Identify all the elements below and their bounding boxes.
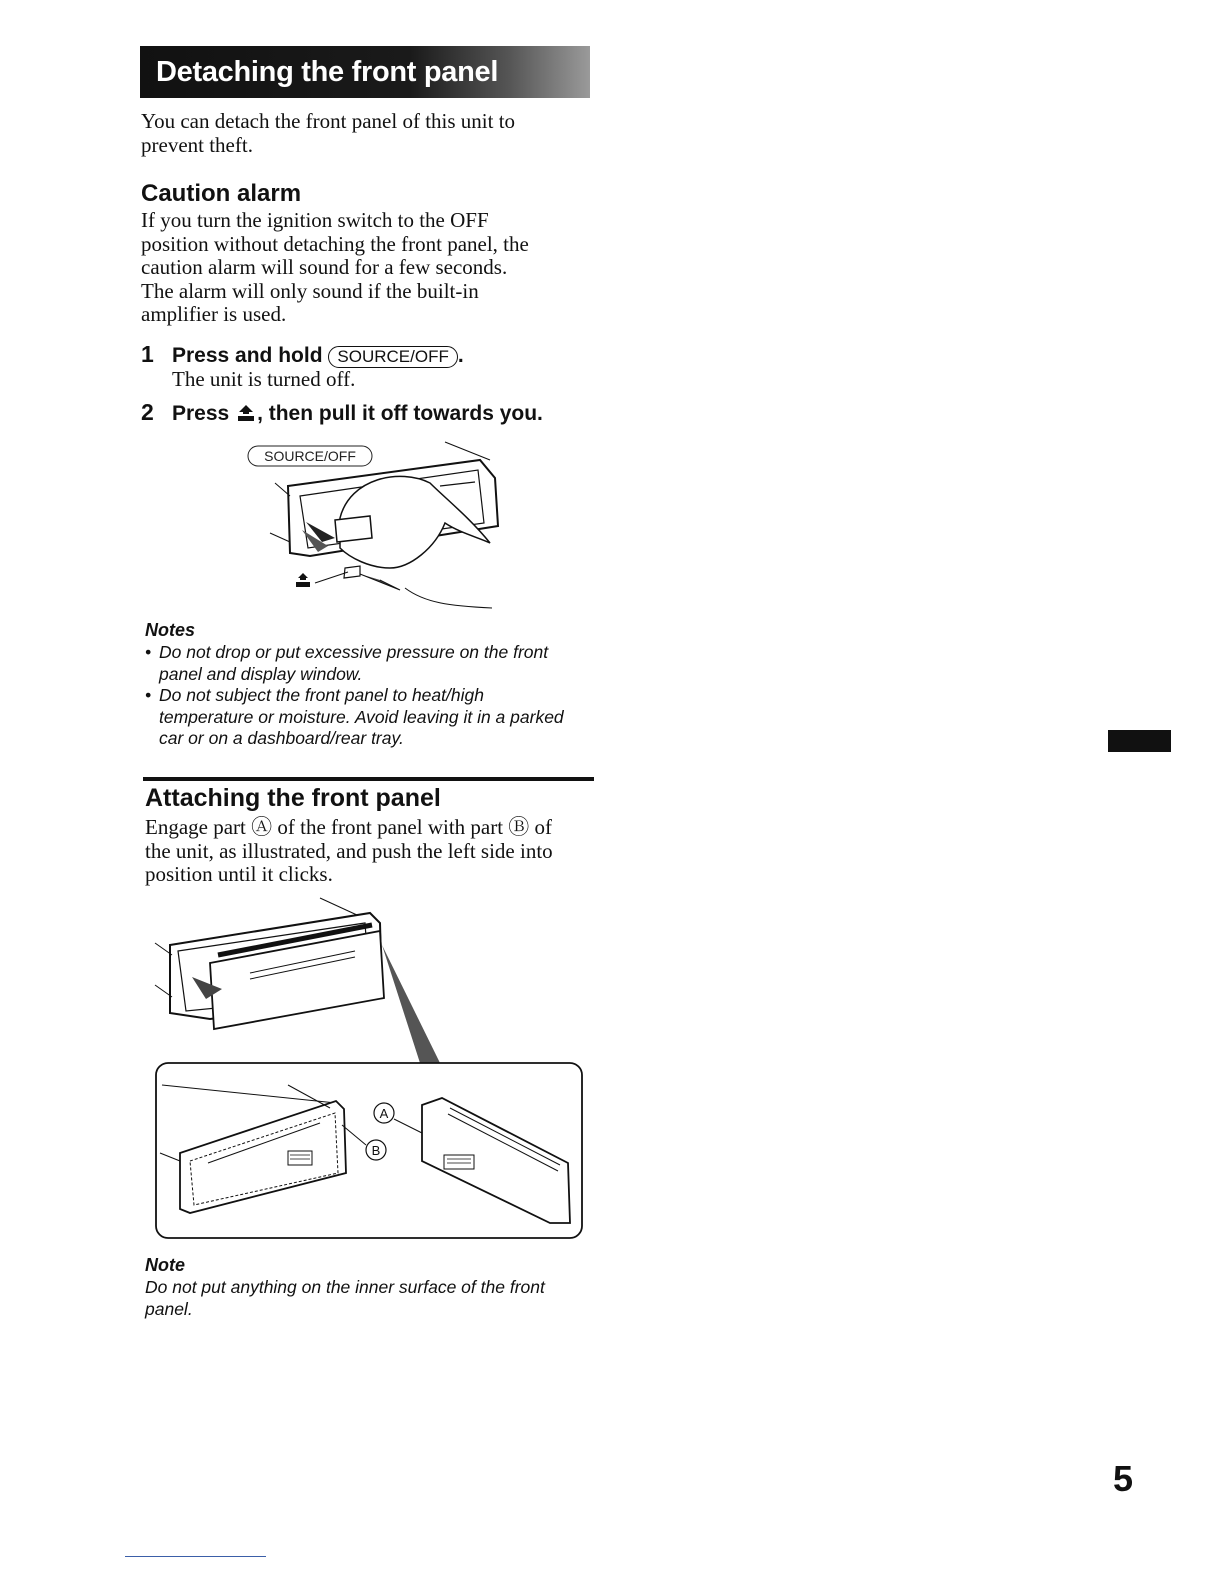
attach-illustration [150, 893, 590, 1243]
section-tab-marker [1108, 730, 1171, 752]
attach-line: the unit, as illustrated, and push the left side into [145, 838, 553, 863]
step-number: 2 [141, 399, 154, 425]
part-a-label: A [379, 1106, 389, 1121]
figure-source-off-key: SOURCE/OFF [264, 448, 356, 464]
step-number: 1 [141, 341, 154, 367]
section-divider [143, 777, 594, 781]
step-2 [141, 399, 543, 426]
note-line: panel and display window. [159, 663, 363, 684]
source-off-key: SOURCE/OFF [328, 346, 457, 368]
note-line: temperature or moisture. Avoid leaving it in a parked [159, 706, 564, 727]
notes-heading: Notes [145, 620, 196, 640]
note-line: Do not drop or put excessive pressure on the front [159, 642, 549, 662]
caution-heading: Caution alarm [141, 180, 302, 207]
section-title-attaching: Attaching the front panel [145, 784, 441, 812]
step-suffix: . [457, 344, 464, 367]
caution-line: The alarm will only sound if the built-in [141, 278, 479, 303]
attach-line: position until it clicks. [145, 862, 333, 887]
step-text: , then pull it off towards you. [257, 402, 543, 425]
bullet: • [145, 685, 152, 705]
caution-line: caution alarm will sound for a few seconds. [141, 255, 508, 280]
caution-line: amplifier is used. [141, 302, 287, 327]
intro-line: prevent theft. [141, 132, 253, 157]
release-button-icon [236, 404, 256, 422]
caution-text [141, 209, 529, 327]
intro-line: You can detach the front panel of this unit to [141, 109, 516, 133]
section-title-detaching: Detaching the front panel [140, 46, 590, 98]
note-line: panel. [145, 1298, 193, 1319]
step-1 [141, 341, 464, 368]
note-line: Do not subject the front panel to heat/high [159, 685, 484, 705]
note-item [145, 685, 595, 751]
bottom-rule [125, 1556, 266, 1557]
detach-illustration [240, 438, 510, 613]
note-heading: Note [145, 1255, 185, 1275]
note-text [145, 1277, 595, 1320]
caution-line: position without detaching the front panel, the [141, 231, 529, 256]
caution-line: If you turn the ignition switch to the OFF [141, 208, 489, 232]
step-text: Press [172, 402, 230, 425]
note-line: Do not put anything on the inner surface of the front [145, 1277, 545, 1297]
intro-text [141, 110, 515, 157]
attach-line: Engage part Ⓐ of the front panel with part Ⓑ of [145, 815, 553, 839]
note-line: car or on a dashboard/rear tray. [159, 728, 404, 748]
step-text: Press and hold [172, 344, 323, 367]
step-1-result: The unit is turned off. [172, 367, 356, 391]
note-item [145, 642, 595, 686]
bullet: • [145, 642, 152, 662]
page-number: 5 [1113, 1458, 1134, 1499]
part-b-label: B [371, 1143, 381, 1158]
attach-text [145, 816, 553, 887]
